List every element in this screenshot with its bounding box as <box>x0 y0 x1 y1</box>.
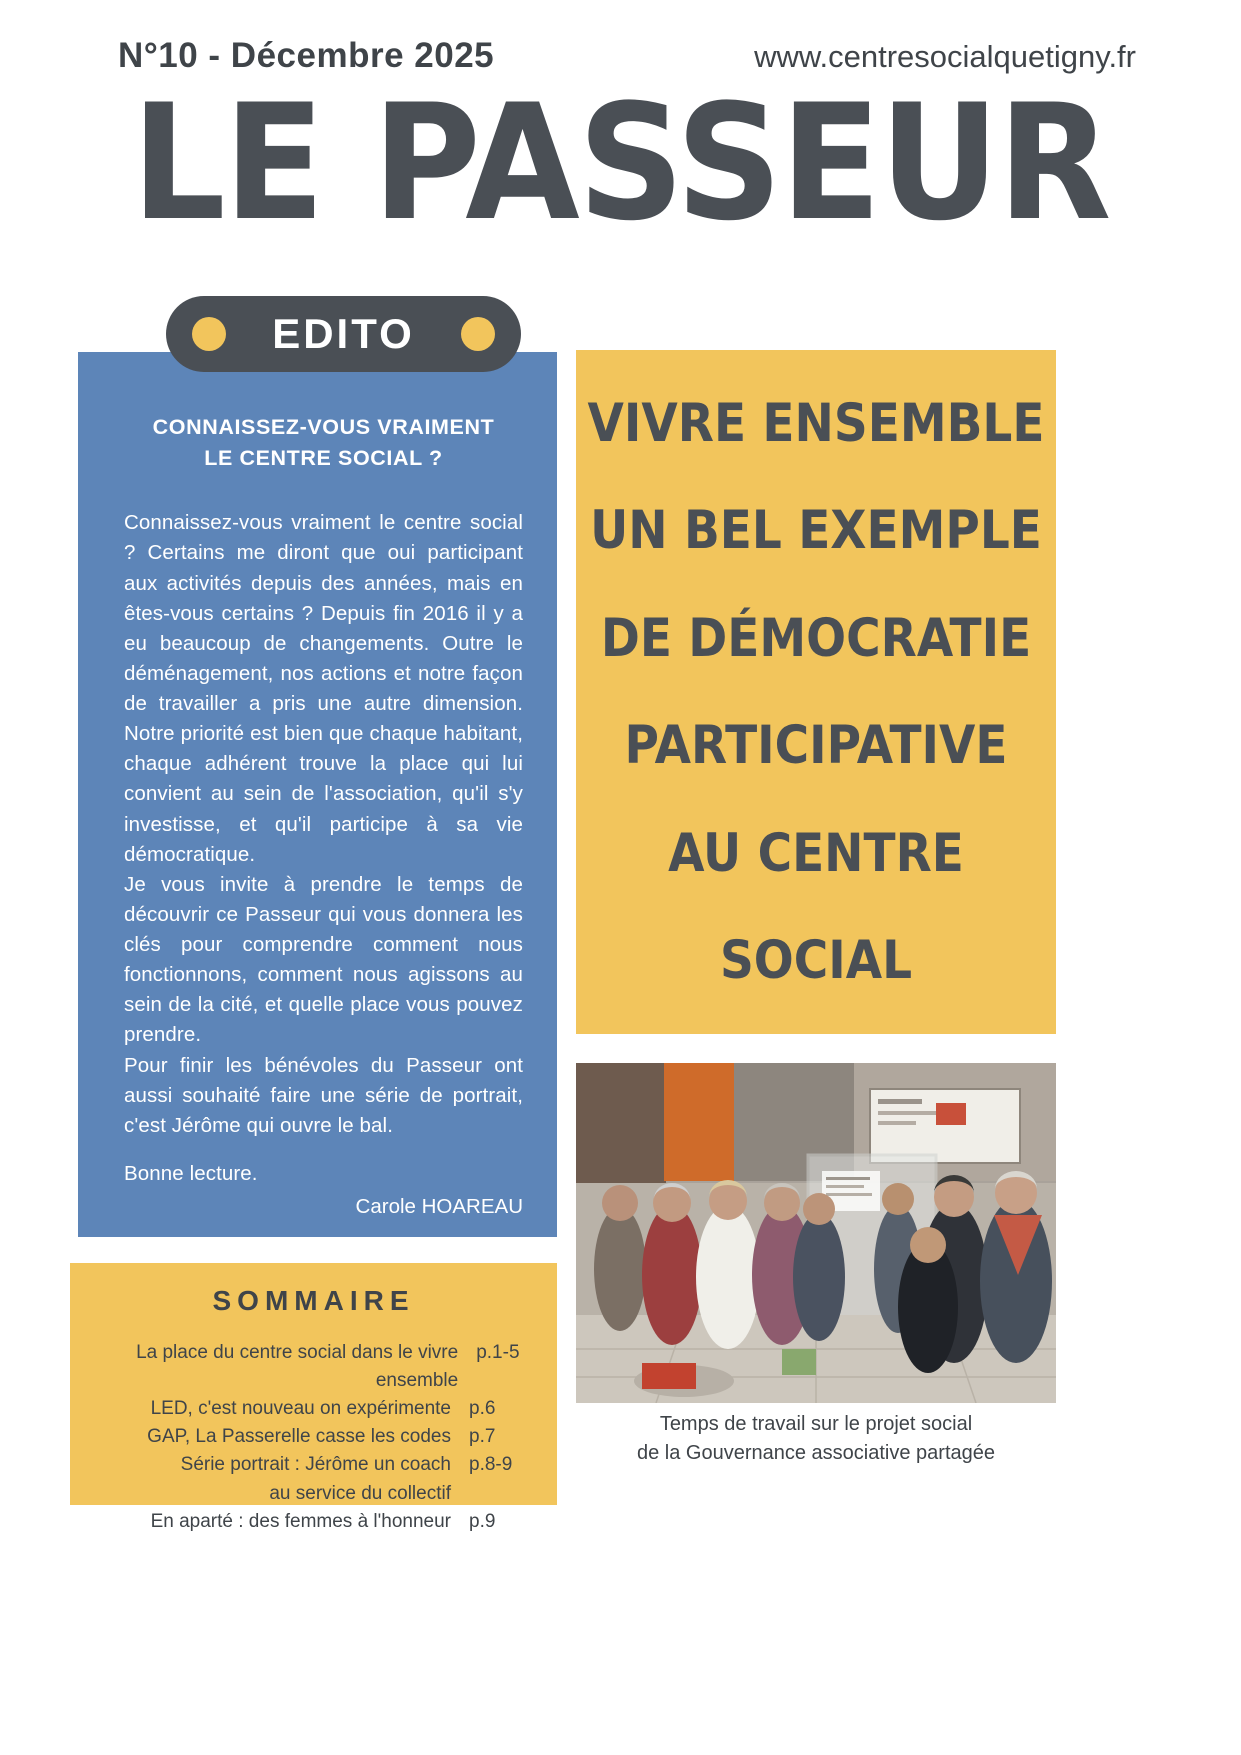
sommaire-entry[interactable] <box>96 1423 531 1451</box>
headline-panel <box>576 350 1056 1034</box>
edito-paragraph-2: Je vous invite à prendre le temps de découvrir ce Passeur qui vous donnera les clés pour comprendre comment nous fonctionnons, comment nous agissons au sein de la cité, et quelle place vous pouvez prendre. <box>124 872 523 1047</box>
edito-closing: Bonne lecture. <box>124 1161 258 1185</box>
sommaire-entry-label: En aparté : des femmes à l'honneur <box>150 1510 451 1532</box>
sommaire-entry[interactable] <box>96 1508 531 1536</box>
dot-right-icon <box>461 317 495 351</box>
sommaire-entry[interactable] <box>96 1480 531 1508</box>
edito-heading <box>124 412 523 474</box>
edito-body <box>124 508 523 1219</box>
headline-line-4: PARTICIPATIVE <box>624 714 1008 777</box>
edito-paragraph-3: Pour finir les bénévoles du Passeur ont aussi souhaité faire une série de portrait, c'est Jérôme qui ouvre le bal. <box>124 1053 523 1137</box>
edito-badge <box>166 296 521 372</box>
sommaire-entry-page: p.8-9 <box>469 1454 513 1476</box>
sommaire-title: SOMMAIRE <box>212 1285 415 1316</box>
photo-caption-line2: de la Gouvernance associative partagée <box>636 1442 995 1464</box>
issue-number: N°10 - Décembre 2025 <box>118 36 495 75</box>
sommaire-entry-label: Série portrait : Jérôme un coach <box>180 1454 451 1476</box>
photo-caption <box>576 1410 1056 1468</box>
dot-left-icon <box>192 317 226 351</box>
edito-heading-line1: CONNAISSEZ-VOUS VRAIMENT <box>152 415 495 439</box>
sommaire-entry-label: au service du collectif <box>269 1482 451 1504</box>
masthead <box>0 36 1241 256</box>
edito-badge-label: EDITO <box>272 310 415 357</box>
edito-panel <box>78 352 557 1237</box>
edito-signature: Carole HOAREAU <box>355 1195 523 1219</box>
website-url[interactable]: www.centresocialquetigny.fr <box>754 39 1136 74</box>
sommaire-entry[interactable] <box>96 1395 531 1423</box>
edito-paragraph-1: Connaissez-vous vraiment le centre social ? Certains me diront que oui participant aux activités depuis des années, mais en êtes-vous certains ? Depuis fin 2016 il y a eu beaucoup de changements. Outre le déménagement, nos actions et notre façon de travailler a pris une autre dimension. Notre priorité est bien que chaque habitant, chaque adhérent trouve la place qui lui convient au sein de l'association, qu'il s'y investisse, et qu'il participe à sa vie démocratique. <box>124 511 523 866</box>
headline-line-6: SOCIAL <box>719 929 913 992</box>
sommaire-panel <box>70 1263 557 1532</box>
headline-line-3: DE DÉMOCRATIE <box>600 607 1032 670</box>
sommaire-entry[interactable] <box>96 1451 531 1479</box>
sommaire-entry[interactable] <box>96 1339 531 1395</box>
sommaire-entry-label: LED, c'est nouveau on expérimente <box>150 1398 451 1420</box>
edito-heading-line2: LE CENTRE SOCIAL ? <box>204 446 443 471</box>
headline-line-2: UN BEL EXEMPLE <box>590 500 1042 562</box>
headline-line-5: AU CENTRE <box>668 822 964 884</box>
photo-caption-line1: Temps de travail sur le projet social <box>659 1413 973 1435</box>
sommaire-entry-page: p.7 <box>469 1426 496 1448</box>
sommaire-entry-label: La place du centre social dans le vivre ensemble <box>136 1342 459 1392</box>
sommaire-entry-page: p.6 <box>469 1398 496 1420</box>
sommaire-entry-page: p.9 <box>469 1510 496 1532</box>
sommaire-entry-page: p.1-5 <box>476 1342 520 1363</box>
headline-line-1: VIVRE ENSEMBLE <box>587 392 1045 455</box>
sommaire-entry-label: GAP, La Passerelle casse les codes <box>147 1426 451 1448</box>
page-title: LE PASSEUR <box>131 70 1110 256</box>
photo-meeting <box>576 1063 1056 1403</box>
photo-illustration <box>576 1063 1056 1403</box>
